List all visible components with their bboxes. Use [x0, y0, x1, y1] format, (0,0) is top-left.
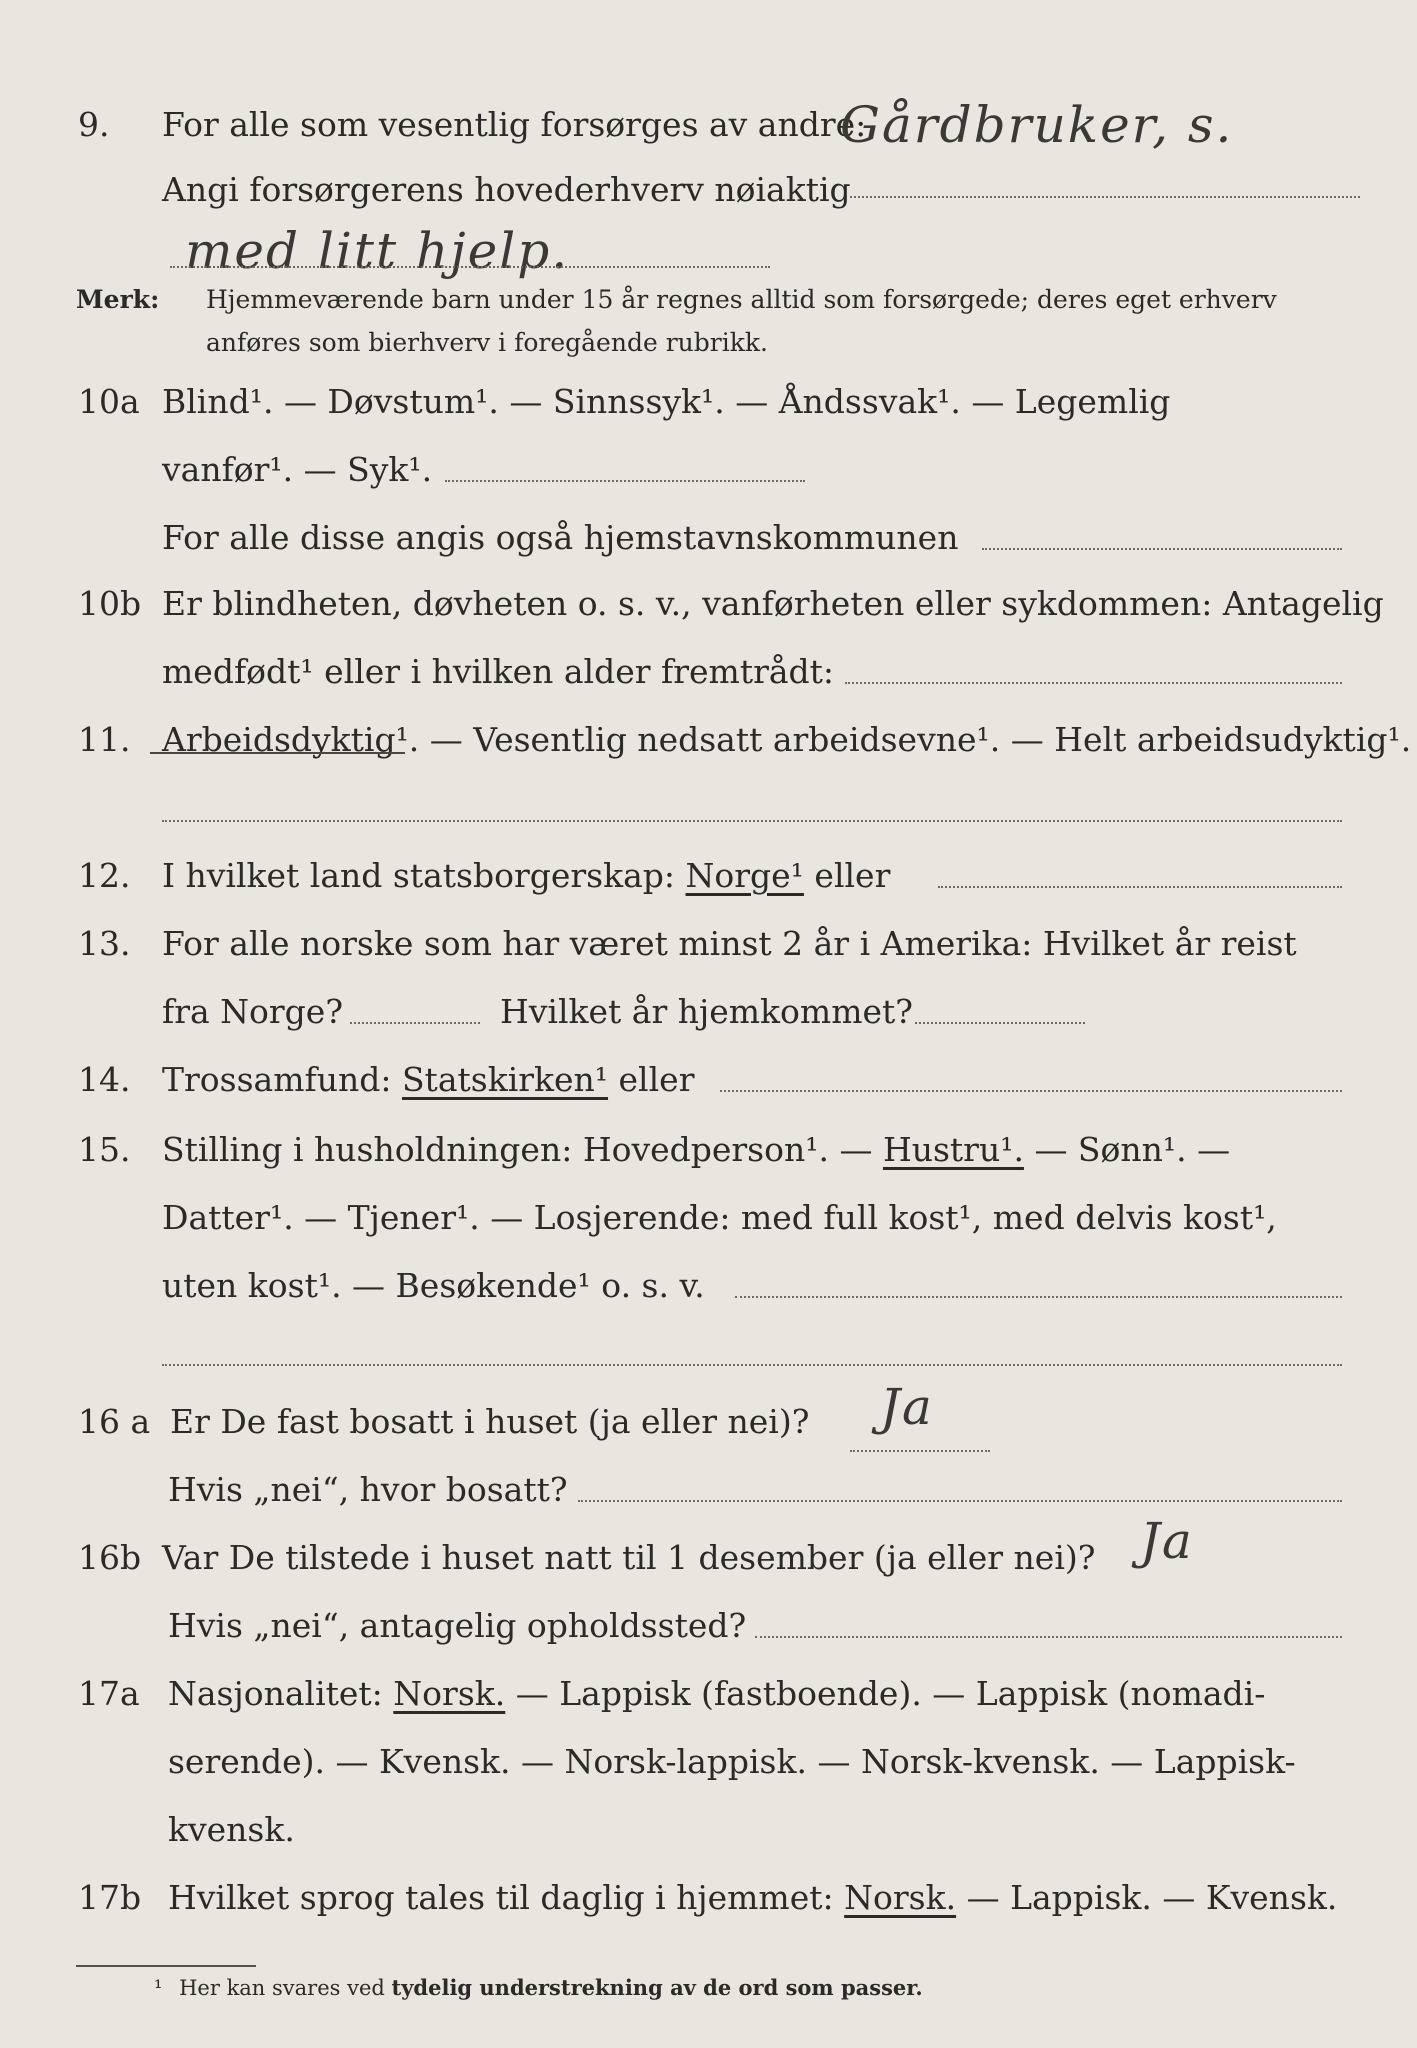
- question-text: uten kost¹. — Besøkende¹ o. s. v.: [162, 1266, 705, 1305]
- question-10a-row-1: [0, 372, 1417, 432]
- question-number: 14.: [78, 1060, 131, 1099]
- question-number: 13.: [78, 924, 131, 963]
- question-text: Hvilket år hjemkommet?: [500, 992, 913, 1031]
- question-17a-row-3: [0, 1800, 1417, 1860]
- underlined-answer: Norge¹: [685, 856, 804, 895]
- question-text: Datter¹. — Tjener¹. — Losjerende: med full kost¹, med delvis kost¹,: [162, 1198, 1277, 1237]
- answer-dotted-line: [578, 1500, 1342, 1502]
- answer-dotted-line: [915, 1022, 1085, 1024]
- question-10a-row-2: [0, 440, 1417, 500]
- answer-dotted-line: [938, 886, 1342, 888]
- answer-dotted-line: [445, 480, 805, 482]
- footnote-divider: [76, 1965, 256, 1967]
- note-label: Merk:: [76, 285, 160, 314]
- underlined-answer: Norsk.: [393, 1674, 506, 1713]
- answer-underline-arbeidsdyktig: [150, 752, 405, 754]
- question-text: For alle som vesentlig forsørges av andre:: [162, 105, 867, 144]
- question-14-row: [0, 1050, 1417, 1110]
- question-number: 16 a: [78, 1402, 151, 1441]
- question-text: serende). — Kvensk. — Norsk-lappisk. — Norsk-kvensk. — Lappisk-: [168, 1742, 1296, 1781]
- question-10a-row-3: [0, 508, 1417, 568]
- question-15-row-3: [0, 1256, 1417, 1316]
- underlined-answer: Hustru¹.: [882, 1130, 1024, 1169]
- question-text: For alle norske som har været minst 2 år i Amerika: Hvilket år reist: [162, 924, 1297, 963]
- answer-dotted-line: [755, 1636, 1342, 1638]
- answer-dotted-line: [162, 1364, 1342, 1366]
- question-text: medfødt¹ eller i hvilken alder fremtrådt:: [162, 652, 835, 691]
- question-number: 17a: [78, 1674, 140, 1713]
- answer-dotted-line: [982, 548, 1342, 550]
- handwritten-answer-ja: Ja: [1140, 1512, 1194, 1570]
- underlined-answer: Norsk.: [844, 1878, 957, 1917]
- answer-dotted-line: [720, 1090, 1342, 1092]
- question-16b-row-2: [0, 1596, 1417, 1656]
- question-text-container: [162, 846, 890, 906]
- question-number: 12.: [78, 856, 131, 895]
- answer-dotted-line: [735, 1296, 1342, 1298]
- question-text: Angi forsørgerens hovederhverv nøiaktig: [162, 170, 851, 209]
- question-text: I hvilket land statsborgerskap:: [162, 856, 676, 895]
- question-text: Trossamfund:: [162, 1060, 392, 1099]
- answer-dotted-line: [170, 266, 770, 268]
- question-text: Var De tilstede i huset natt til 1 desember (ja eller nei)?: [162, 1538, 1096, 1577]
- question-text: fra Norge?: [162, 992, 344, 1031]
- question-number: 15.: [78, 1130, 131, 1169]
- question-12-row: [0, 846, 1417, 906]
- answer-dotted-line: [350, 1022, 480, 1024]
- question-text: Stilling i husholdningen: Hovedperson¹. —: [162, 1130, 873, 1169]
- question-number: 10a: [78, 382, 140, 421]
- footnote-text-bold: tydelig understrekning av de ord som passer.: [391, 1975, 923, 2000]
- question-text: For alle disse angis også hjemstavnskommunen: [162, 518, 959, 557]
- footnote: [76, 1975, 923, 2000]
- answer-dotted-line: [850, 1450, 990, 1452]
- question-17b-row: [0, 1868, 1417, 1928]
- question-17a-row-2: [0, 1732, 1417, 1792]
- answer-dotted-line: [162, 820, 1342, 822]
- question-text-container: [168, 1664, 1265, 1724]
- note-text-line-2: anføres som bierhverv i foregående rubrikk.: [206, 328, 768, 357]
- question-10b-row-1: [0, 574, 1417, 634]
- footnote-text: Her kan svares ved: [179, 1976, 385, 2000]
- question-text: — Lappisk. — Kvensk.: [966, 1878, 1338, 1917]
- question-text: — Sønn¹. —: [1034, 1130, 1231, 1169]
- question-number: 10b: [78, 584, 142, 623]
- answer-dotted-line: [845, 682, 1342, 684]
- question-16a-row-2: [0, 1460, 1417, 1520]
- question-text: Er blindheten, døvheten o. s. v., vanførheten eller sykdommen: Antagelig: [162, 584, 1384, 623]
- question-text: Hvis „nei“, hvor bosatt?: [168, 1470, 568, 1509]
- handwritten-answer-occupation-cont: med litt hjelp.: [185, 222, 570, 280]
- question-text: Er De fast bosatt i huset (ja eller nei)?: [170, 1402, 810, 1441]
- question-16b-row-1: [0, 1528, 1417, 1588]
- question-text: eller: [814, 856, 891, 895]
- question-number: 16b: [78, 1538, 142, 1577]
- question-number: 11.: [78, 720, 131, 759]
- question-text-container: [162, 1120, 1230, 1180]
- question-text: Arbeidsdyktig¹. — Vesentlig nedsatt arbeidsevne¹. — Helt arbeidsudyktig¹.: [162, 720, 1412, 759]
- question-number: 17b: [78, 1878, 142, 1917]
- question-13-row-2: [0, 982, 1417, 1042]
- question-text: vanfør¹. — Syk¹.: [162, 450, 433, 489]
- question-17a-row-1: [0, 1664, 1417, 1724]
- underlined-answer: Statskirken¹: [401, 1060, 609, 1099]
- question-number: 9.: [78, 105, 110, 144]
- question-16a-row-1: [0, 1392, 1417, 1452]
- question-text: Hvilket sprog tales til daglig i hjemmet:: [168, 1878, 834, 1917]
- note-text-line-1: Hjemmeværende barn under 15 år regnes alltid som forsørgede; deres eget erhverv: [206, 285, 1277, 314]
- question-text: eller: [618, 1060, 695, 1099]
- question-text: Hvis „nei“, antagelig opholdssted?: [168, 1606, 747, 1645]
- question-9-row-2: [0, 160, 1417, 220]
- footnote-mark: ¹: [154, 1976, 163, 2000]
- answer-dotted-line: [850, 196, 1360, 198]
- question-15-row-2: [0, 1188, 1417, 1248]
- question-13-row-1: [0, 914, 1417, 974]
- question-text: Nasjonalitet:: [168, 1674, 383, 1713]
- question-text: — Lappisk (fastboende). — Lappisk (nomadi-: [515, 1674, 1266, 1713]
- question-text: kvensk.: [168, 1810, 295, 1849]
- question-text: Blind¹. — Døvstum¹. — Sinnssyk¹. — Åndssvak¹. — Legemlig: [162, 382, 1171, 421]
- question-text-container: [168, 1868, 1337, 1928]
- question-15-row-1: [0, 1120, 1417, 1180]
- question-10b-row-2: [0, 642, 1417, 702]
- handwritten-answer-occupation: Gårdbruker, s.: [840, 96, 1234, 154]
- handwritten-answer-ja: Ja: [880, 1378, 934, 1436]
- question-11-row-1: [0, 710, 1417, 770]
- question-text-container: [162, 1050, 694, 1110]
